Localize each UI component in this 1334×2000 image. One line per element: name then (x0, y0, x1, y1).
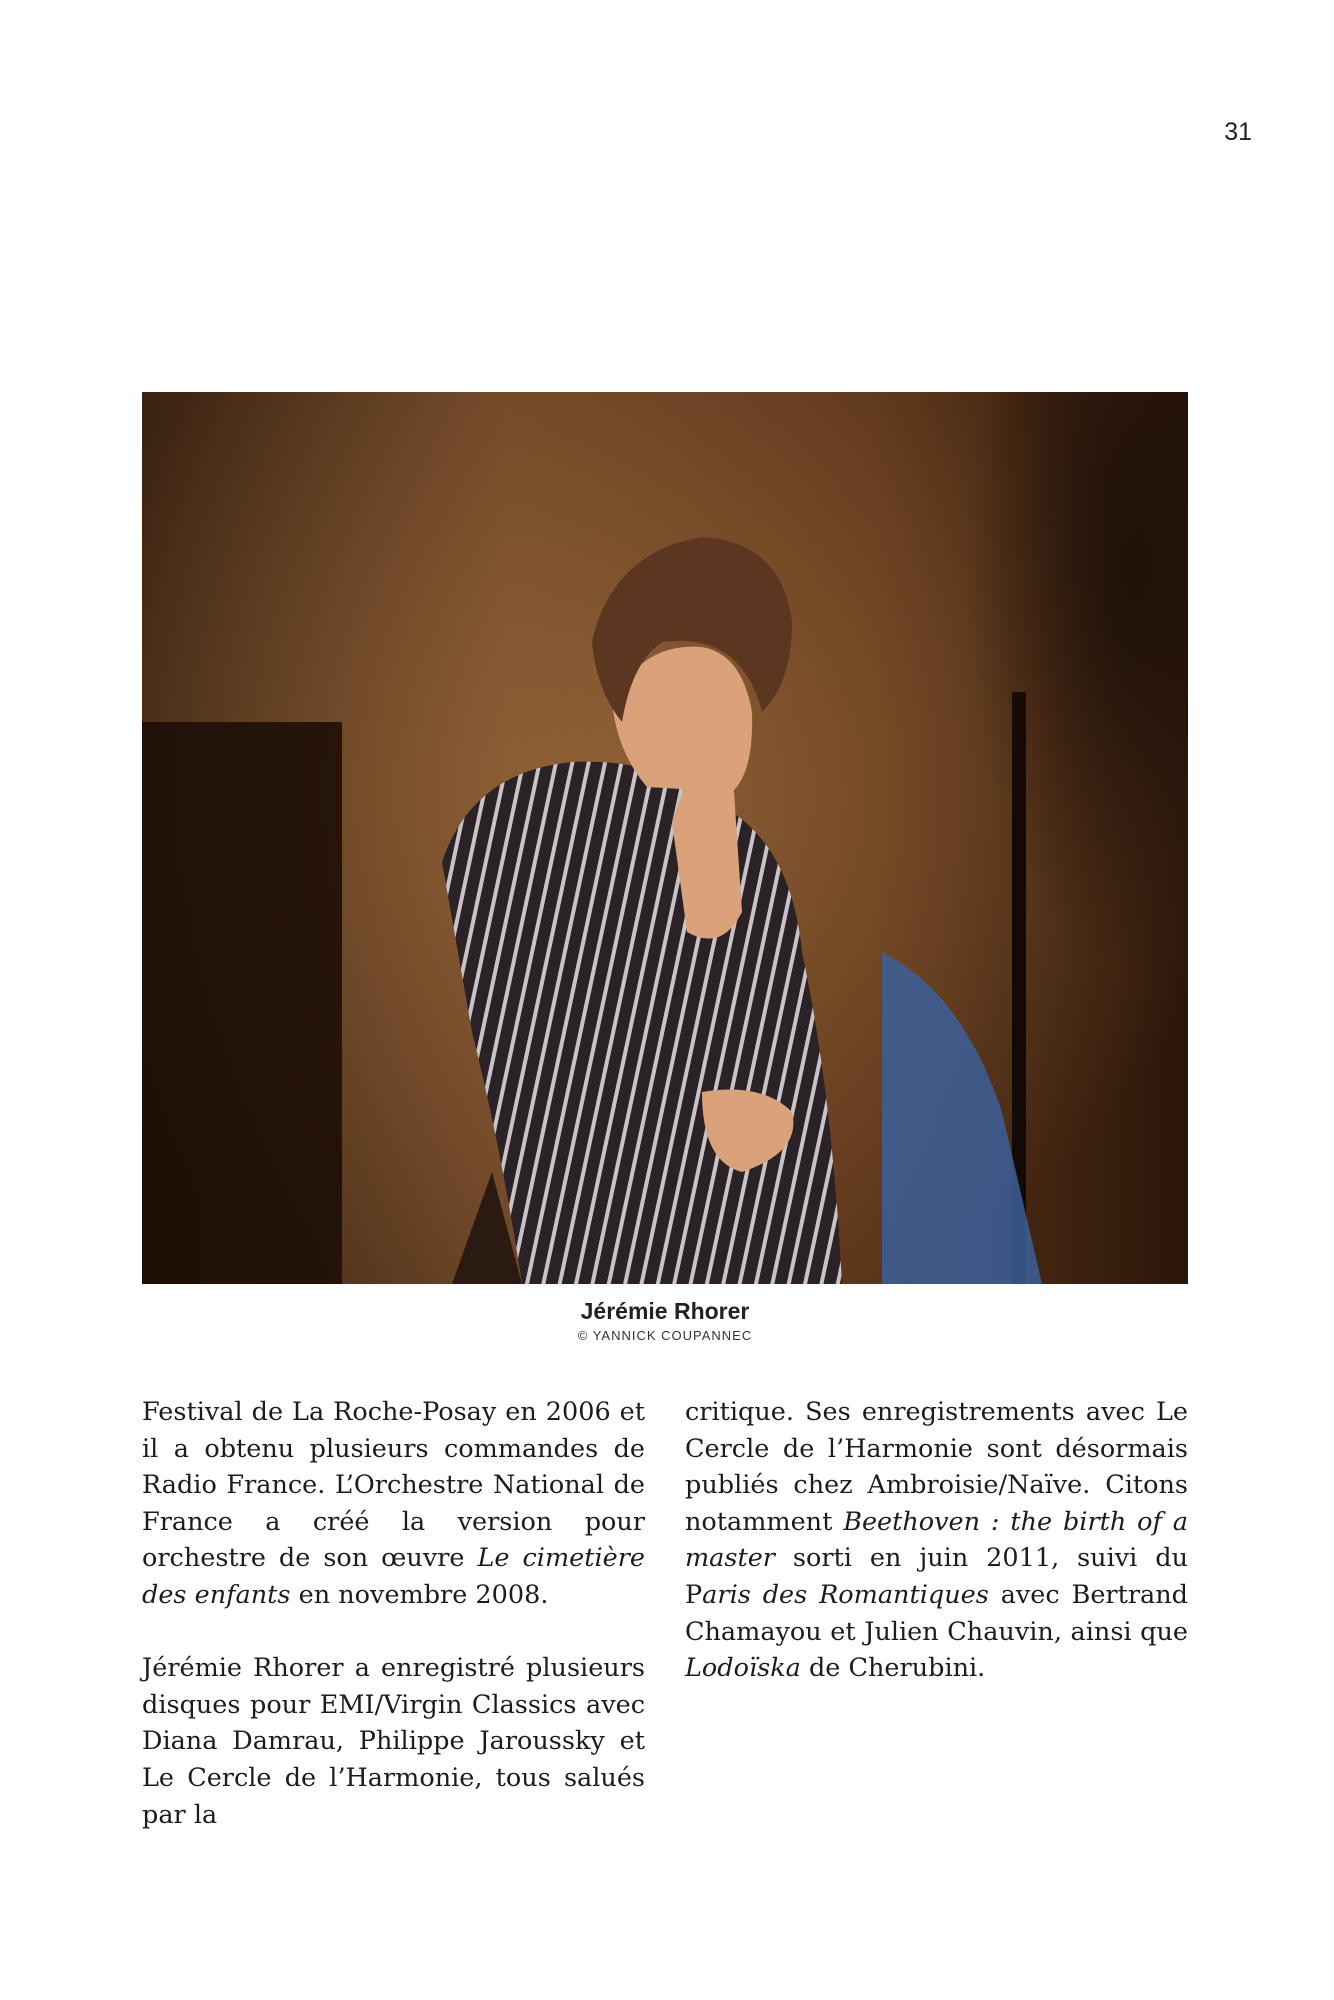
italic-title: Lodoïska (685, 1653, 801, 1684)
text-run: Festival de La Roche-Posay en 2006 et il a obtenu plusieurs commandes de Radio France. L’Orchestre National de France a créé la version pour orchestre de son œuvre (142, 1397, 645, 1574)
italic-title: Beethoven : the birth of a master (685, 1506, 1189, 1574)
page-number: 31 (1224, 118, 1252, 146)
text-run: en novembre 2008. (290, 1579, 549, 1610)
photo-credit: © YANNICK COUPANNEC (577, 1328, 753, 1343)
italic-title: Le cimetière des enfants (142, 1543, 645, 1610)
text-run: avec Bertrand Chamayou et Julien Chauvin, ainsi que (685, 1579, 1188, 1647)
paragraph: Jérémie Rhorer a enregistré plusieurs disques pour EMI/Virgin Classics avec Diana Damrau, Philippe Jaroussky et Le Cercle de l’Harmonie, tous salués par la (142, 1653, 645, 1830)
text-column-left (142, 1394, 645, 1833)
paragraph (142, 1394, 645, 1614)
text-column-right (685, 1394, 1188, 1687)
text-run: critique. Ses enregistrements avec Le Cercle de l’Harmonie sont désormais publiés chez Ambroisie/Naïve. Citons notamment (685, 1397, 1188, 1537)
portrait-photo (142, 392, 1188, 1284)
text-run: de Cherubini. (800, 1653, 986, 1684)
paragraph (685, 1394, 1188, 1687)
photo-caption-name: Jérémie Rhorer (580, 1298, 750, 1324)
text-run: sorti en juin 2011, suivi du P (685, 1543, 1188, 1610)
italic-title: aris des Romantiques (702, 1579, 989, 1610)
